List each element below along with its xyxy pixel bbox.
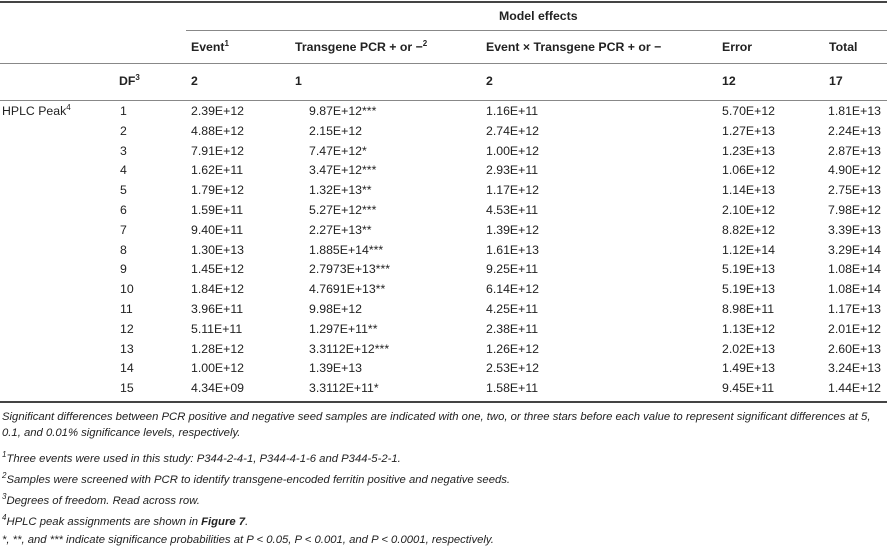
cell-total: 2.87E+13 [828, 143, 881, 158]
table-row [0, 241, 887, 261]
cell-total: 3.24E+13 [828, 361, 881, 376]
cell-pcr: 5.27E+12*** [309, 202, 377, 217]
bottom-rule [0, 401, 887, 403]
cell-total: 3.29E+14 [828, 242, 881, 257]
cell-interaction: 6.14E+12 [486, 282, 539, 297]
cell-error: 1.23E+13 [722, 143, 775, 158]
cell-peak: 6 [120, 202, 127, 217]
cell-error: 8.98E+11 [722, 301, 775, 316]
cell-pcr: 3.3112E+12*** [309, 341, 390, 356]
cell-error: 5.19E+13 [722, 262, 775, 277]
cell-interaction: 2.74E+12 [486, 123, 539, 138]
col-header-event: Event$^1$ [191, 39, 229, 54]
cell-pcr: 2.15E+12 [309, 123, 362, 138]
table-row [0, 221, 887, 241]
cell-pcr: 9.98E+12 [309, 301, 362, 316]
cell-interaction: 9.25E+11 [486, 262, 539, 277]
cell-error: 9.45E+11 [722, 381, 775, 396]
cell-total: 2.01E+12 [828, 321, 881, 336]
cell-peak: 8 [120, 242, 127, 257]
table-row [0, 142, 887, 162]
cell-error: 1.27E+13 [722, 123, 775, 138]
cell-peak: 1 [120, 104, 127, 118]
cell-pcr: 3.47E+12*** [309, 163, 377, 178]
cell-interaction: 1.58E+11 [486, 381, 539, 396]
cell-event: 1.45E+12 [191, 262, 244, 277]
cell-error: 2.02E+13 [722, 341, 775, 356]
col-header-total: Total [829, 40, 858, 54]
cell-interaction: 4.53E+11 [486, 202, 539, 217]
df-event: 2 [191, 74, 198, 88]
cell-event: 3.96E+11 [191, 301, 244, 316]
cell-total: 4.90E+12 [828, 163, 881, 178]
cell-pcr: 2.7973E+13*** [309, 262, 391, 277]
cell-event: 1.79E+12 [191, 183, 244, 198]
df-total: 17 [829, 74, 843, 88]
cell-interaction: 2.53E+12 [486, 361, 539, 376]
cell-interaction: 4.25E+11 [486, 301, 539, 316]
cell-pcr: 3.3112E+11* [309, 381, 379, 396]
cell-error: 5.70E+12 [722, 104, 775, 118]
table-body [0, 102, 887, 399]
footnote-intro: Significant differences between PCR positive and negative seed samples are indicated with one, two, or three stars before each value to represent significant differences at 5, 0.1, and 0.01% significance levels, respectively. [2, 411, 871, 439]
table-row [0, 340, 887, 360]
cell-total: 2.60E+13 [828, 341, 881, 356]
df-label: $DF^3$ [119, 73, 140, 88]
table-row [0, 379, 887, 399]
cell-pcr: 1.39E+13 [309, 361, 362, 376]
cell-pcr: 9.87E+12*** [309, 104, 377, 118]
cell-peak: 9 [120, 262, 127, 277]
cell-total: 1.08E+14 [828, 262, 881, 277]
df-error: 12 [722, 74, 736, 88]
columns-rule [0, 63, 887, 64]
cell-total: 2.24E+13 [828, 123, 881, 138]
df-pcr: 1 [295, 74, 302, 88]
cell-peak: 4 [120, 163, 127, 178]
table-row [0, 359, 887, 379]
cell-peak: 12 [120, 321, 134, 336]
cell-error: 8.82E+12 [722, 222, 775, 237]
table-row [0, 320, 887, 340]
cell-error: 1.06E+12 [722, 163, 775, 178]
cell-total: 1.44E+12 [828, 381, 881, 396]
footnote-stars: *, **, and *** indicate significance probabilities at P < 0.05, P < 0.001, and P < 0.0001, respectively. [2, 534, 494, 546]
model-effects-title: Model effects [499, 9, 578, 23]
cell-total: 7.98E+12 [828, 202, 881, 217]
table-row [0, 181, 887, 201]
cell-interaction: 1.39E+12 [486, 222, 539, 237]
cell-total: 1.17E+13 [828, 301, 881, 316]
table-row [0, 122, 887, 142]
cell-event: 9.40E+11 [191, 222, 244, 237]
footnote-3: $^3$Degrees of freedom. Read across row. [2, 492, 200, 507]
cell-pcr: 1.297E+11** [309, 321, 378, 336]
hplc-peak-label: HPLC Peak$^4$ [2, 103, 71, 118]
cell-interaction: 1.16E+11 [486, 104, 539, 118]
cell-error: 1.14E+13 [722, 183, 775, 198]
cell-event: 2.39E+12 [191, 104, 244, 118]
cell-interaction: 1.00E+12 [486, 143, 539, 158]
cell-total: 3.39E+13 [828, 222, 881, 237]
cell-error: 2.10E+12 [722, 202, 775, 217]
cell-peak: 15 [120, 381, 134, 396]
cell-interaction: 1.26E+12 [486, 341, 539, 356]
cell-event: 1.30E+13 [191, 242, 244, 257]
cell-error: 1.13E+12 [722, 321, 775, 336]
cell-event: 7.91E+12 [191, 143, 244, 158]
cell-event: 1.00E+12 [191, 361, 244, 376]
cell-peak: 10 [120, 282, 134, 297]
cell-peak: 7 [120, 222, 127, 237]
cell-interaction: 2.38E+11 [486, 321, 539, 336]
cell-total: 2.75E+13 [828, 183, 881, 198]
footnote-1: $^1$Three events were used in this study: P344-2-4-1, P344-4-1-6 and P344-5-2-1. [2, 450, 401, 465]
cell-pcr: 1.32E+13** [309, 183, 372, 198]
cell-peak: 3 [120, 143, 127, 158]
cell-interaction: 2.93E+11 [486, 163, 539, 178]
cell-event: 1.62E+11 [191, 163, 244, 178]
table-row [0, 280, 887, 300]
cell-peak: 5 [120, 183, 127, 198]
header-rule [186, 30, 887, 31]
table-row [0, 201, 887, 221]
cell-peak: 13 [120, 341, 134, 356]
table-row [0, 260, 887, 280]
cell-event: 1.28E+12 [191, 341, 244, 356]
cell-peak: 2 [120, 123, 127, 138]
footnote-2: $^2$Samples were screened with PCR to identify transgene-encoded ferritin positive and negative seeds. [2, 471, 511, 486]
cell-peak: 14 [120, 361, 134, 376]
cell-error: 1.12E+14 [722, 242, 775, 257]
cell-peak: 11 [120, 301, 133, 316]
cell-pcr: 7.47E+12* [309, 143, 367, 158]
col-header-error: Error [722, 40, 753, 54]
footnote-4: $^4$HPLC peak assignments are shown in Figure 7. [2, 513, 249, 528]
col-header-pcr: Transgene PCR + or −$^2$ [295, 39, 428, 54]
col-header-interaction: Event × Transgene PCR + or − [486, 40, 662, 54]
cell-event: 4.34E+09 [191, 381, 244, 396]
table-row [0, 161, 887, 181]
table-row [0, 102, 887, 122]
cell-error: 5.19E+13 [722, 282, 775, 297]
cell-total: 1.08E+14 [828, 282, 881, 297]
cell-pcr: 1.885E+14*** [309, 242, 384, 257]
df-interaction: 2 [486, 74, 493, 88]
cell-pcr: 4.7691E+13** [309, 282, 386, 297]
cell-event: 1.84E+12 [191, 282, 244, 297]
cell-event: 1.59E+11 [191, 202, 244, 217]
cell-interaction: 1.61E+13 [486, 242, 539, 257]
cell-event: 5.11E+11 [191, 321, 243, 336]
figure-7-link[interactable]: Figure 7 [201, 516, 246, 528]
cell-pcr: 2.27E+13** [309, 222, 372, 237]
cell-interaction: 1.17E+12 [486, 183, 539, 198]
cell-total: 1.81E+13 [828, 104, 881, 118]
table-row [0, 300, 887, 320]
cell-event: 4.88E+12 [191, 123, 244, 138]
top-rule [0, 1, 887, 3]
cell-error: 1.49E+13 [722, 361, 775, 376]
df-rule [0, 100, 887, 101]
